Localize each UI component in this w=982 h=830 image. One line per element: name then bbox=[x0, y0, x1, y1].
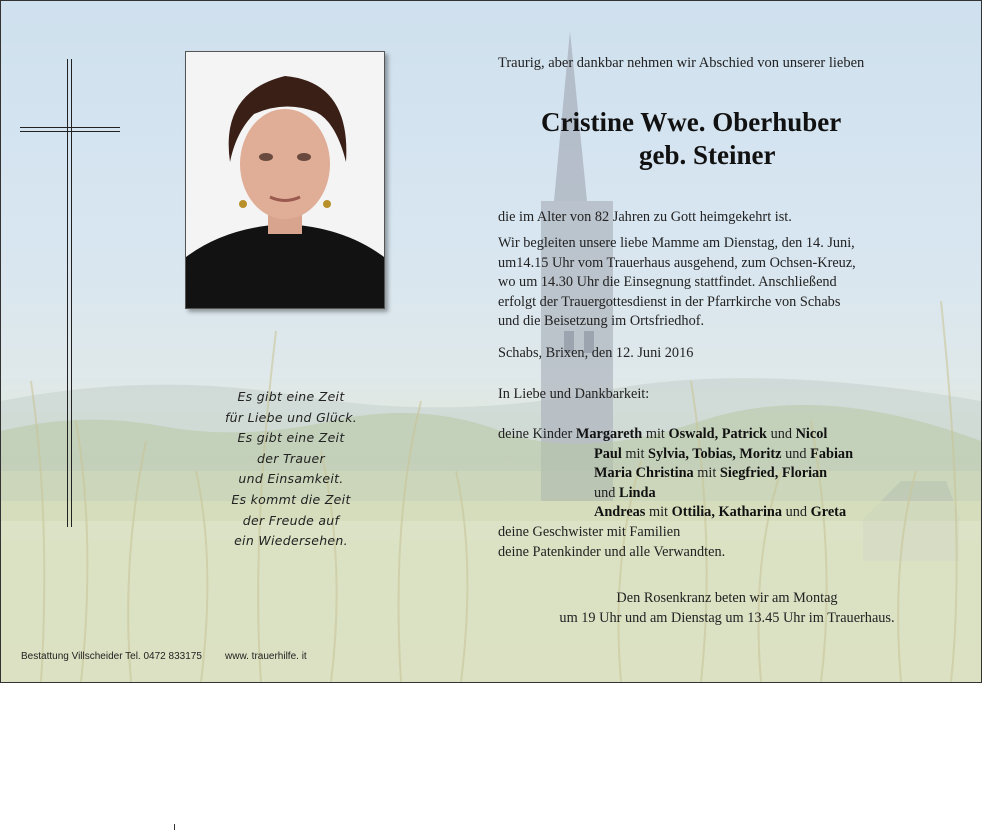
kinder-prefix: deine Kinder bbox=[498, 426, 573, 442]
funeral-line: und die Beisetzung im Ortsfriedhof. bbox=[498, 313, 705, 330]
poem-line: Es gibt eine Zeit bbox=[237, 430, 345, 446]
page-mark bbox=[174, 824, 175, 830]
family-row bbox=[498, 445, 853, 465]
relatives: Ottilia, Katharina bbox=[671, 504, 783, 521]
rosary-line: um 19 Uhr und am Dienstag um 13.45 Uhr im Trauerhaus. bbox=[559, 610, 895, 626]
child-name: Andreas bbox=[594, 504, 646, 521]
relatives: Greta bbox=[810, 504, 847, 521]
child-name: Paul bbox=[594, 445, 622, 462]
godchildren-line: deine Patenkinder und alle Verwandten. bbox=[498, 543, 726, 560]
connector: mit bbox=[645, 426, 665, 442]
connector: mit bbox=[648, 504, 669, 521]
intro-text: Traurig, aber dankbar nehmen wir Abschied von unserer lieben bbox=[498, 55, 865, 71]
undertaker-info: Bestattung Villscheider Tel. 0472 833175 bbox=[21, 651, 202, 662]
background-church-meadow-image bbox=[1, 1, 981, 682]
deceased-name: Cristine Wwe. Oberhuber bbox=[541, 107, 842, 137]
family-row bbox=[498, 464, 853, 484]
portrait-image bbox=[186, 52, 384, 308]
age-line: die im Alter von 82 Jahren zu Gott heimgekehrt ist. bbox=[498, 209, 792, 225]
child-name: Margareth bbox=[575, 426, 643, 442]
cross-horizontal-line bbox=[20, 127, 120, 128]
website-link[interactable]: www. trauerhilfe. it bbox=[225, 651, 307, 662]
connector: mit bbox=[697, 465, 717, 482]
rosary-notice bbox=[498, 588, 956, 628]
funeral-line: wo um 14.30 Uhr die Einsegnung stattfindet. Anschließend bbox=[498, 274, 837, 291]
cross-horizontal-line bbox=[20, 131, 120, 132]
rosary-line: Den Rosenkranz beten wir am Montag bbox=[616, 590, 838, 606]
funeral-line: Wir begleiten unsere liebe Mamme am Dienstag, den 14. Juni, bbox=[498, 235, 855, 251]
family-row bbox=[498, 425, 853, 445]
relatives: Fabian bbox=[810, 445, 854, 462]
place-date: Schabs, Brixen, den 12. Juni 2016 bbox=[498, 345, 694, 361]
siblings-line: deine Geschwister mit Familien bbox=[498, 523, 681, 540]
family-list bbox=[498, 425, 853, 562]
poem-line: der Trauer bbox=[257, 450, 325, 466]
connector: und bbox=[785, 445, 807, 462]
funeral-text bbox=[498, 234, 856, 332]
relatives: Siegfried, Florian bbox=[719, 465, 828, 482]
relatives: Oswald, Patrick bbox=[668, 426, 767, 442]
maiden-name: geb. Steiner bbox=[639, 140, 776, 170]
connector: und bbox=[770, 426, 793, 442]
portrait-photo bbox=[185, 51, 385, 309]
relatives: Nicol bbox=[795, 426, 828, 442]
poem-line: der Freude auf bbox=[242, 512, 340, 528]
relatives: Sylvia, Tobias, Moritz bbox=[648, 445, 782, 462]
funeral-line: erfolgt der Trauergottesdienst in der Pfarrkirche von Schabs bbox=[498, 293, 841, 310]
cross-vertical-line bbox=[71, 59, 72, 527]
poem-line: Es kommt die Zeit bbox=[231, 491, 351, 507]
love-line: In Liebe und Dankbarkeit: bbox=[498, 386, 650, 402]
connector: und bbox=[594, 484, 616, 501]
poem-line: und Einsamkeit. bbox=[238, 471, 344, 487]
poem-line: Es gibt eine Zeit bbox=[237, 389, 345, 404]
cross-vertical-line bbox=[67, 59, 68, 527]
connector: mit bbox=[625, 445, 645, 462]
child-name: Maria Christina bbox=[594, 465, 694, 482]
relatives: Linda bbox=[619, 484, 656, 501]
poem-line: ein Wiedersehen. bbox=[234, 533, 348, 549]
poem bbox=[181, 387, 401, 552]
family-row bbox=[498, 503, 853, 523]
family-row bbox=[498, 484, 853, 504]
funeral-line: um14.15 Uhr vom Trauerhaus ausgehend, zum Ochsen-Kreuz, bbox=[498, 254, 856, 271]
connector: und bbox=[785, 504, 808, 521]
poem-line: für Liebe und Glück. bbox=[224, 409, 358, 425]
